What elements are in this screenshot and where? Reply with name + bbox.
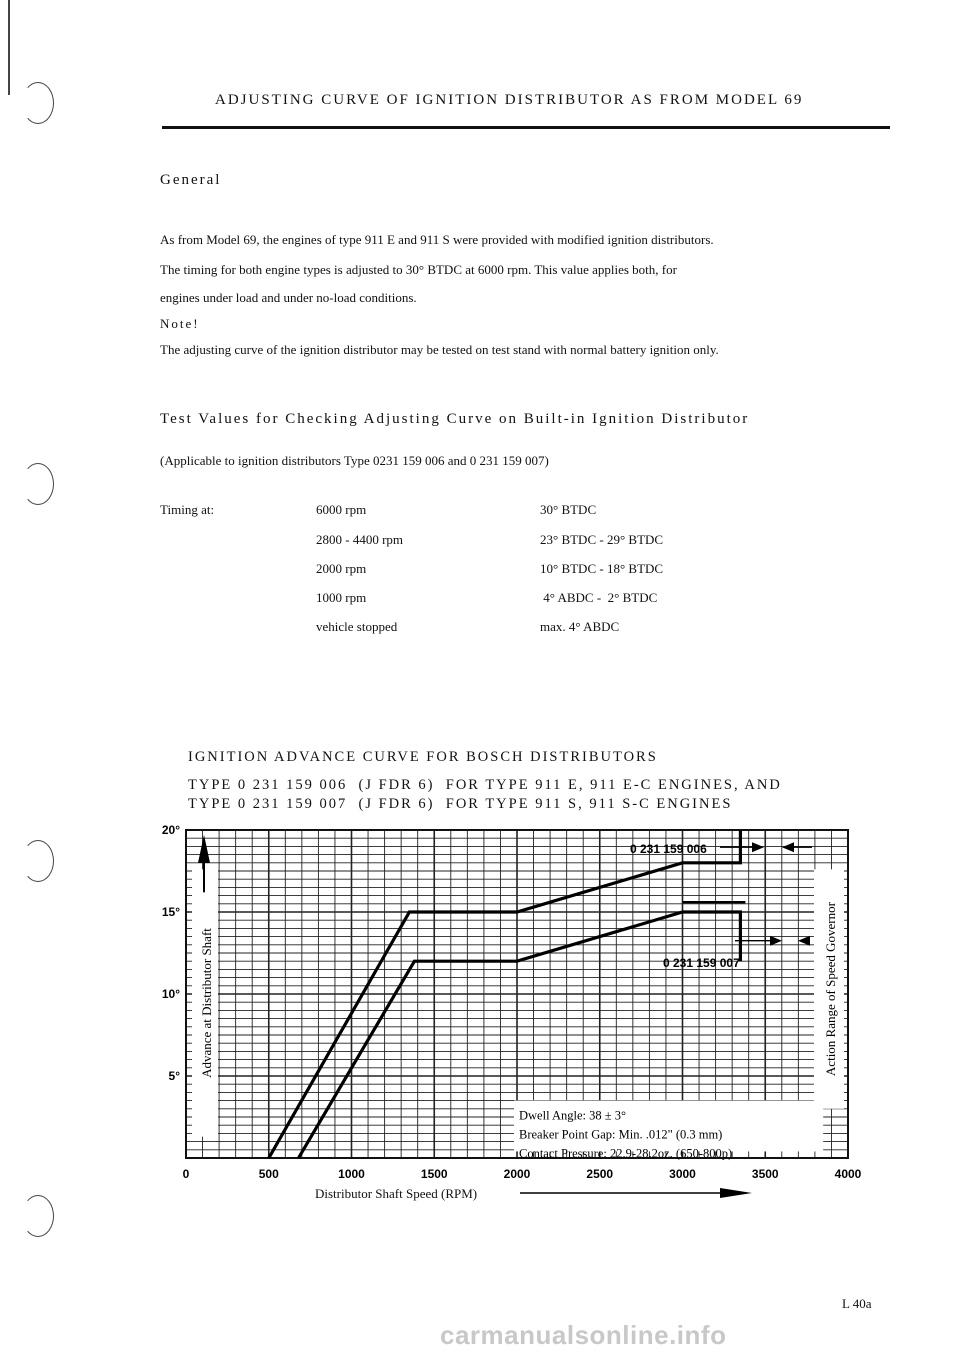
timing-speed: 6000 rpm <box>316 502 367 517</box>
timing-speed: vehicle stopped <box>316 619 398 634</box>
arrowhead-006-left <box>782 842 794 852</box>
x-tick-label: 1000 <box>338 1167 365 1181</box>
x-tick-label: 2500 <box>586 1167 614 1181</box>
chart-caption-line-3: TYPE 0 231 159 007 (J FDR 6) FOR TYPE 911 S, 911 S-C ENGINES <box>188 796 733 812</box>
x-tick-label: 3500 <box>751 1167 779 1181</box>
info-box-line: Dwell Angle: 38 ± 3° <box>519 1108 626 1123</box>
applicable-note: (Applicable to ignition distributors Type 0231 159 006 and 0 231 159 007) <box>160 453 549 468</box>
y-axis-title: Advance at Distributor Shaft <box>199 928 214 1078</box>
timing-speed: 2800 - 4400 rpm <box>316 532 404 547</box>
document-title: ADJUSTING CURVE OF IGNITION DISTRIBUTOR AS FROM MODEL 69 <box>215 92 804 108</box>
x-tick-label: 2000 <box>503 1167 531 1181</box>
x-tick-label: 4000 <box>834 1167 862 1181</box>
x-tick-label: 500 <box>258 1167 279 1181</box>
x-axis-title: Distributor Shaft Speed (RPM) <box>315 1186 478 1201</box>
timing-value: 4° ABDC - 2° BTDC <box>540 590 658 605</box>
timing-value: 23° BTDC - 29° BTDC <box>540 532 664 547</box>
arrowhead-007-right <box>770 936 782 946</box>
timing-speed: 2000 rpm <box>316 561 367 576</box>
arrowhead-007-left <box>798 936 810 946</box>
timing-value: 10° BTDC - 18° BTDC <box>540 561 664 576</box>
series-label-006: 0 231 159 006 <box>630 842 707 857</box>
general-line-2: The timing for both engine types is adjusted to 30° BTDC at 6000 rpm. This value applies both, for <box>160 262 677 277</box>
test-values-heading: Test Values for Checking Adjusting Curve on Built-in Ignition Distributor <box>160 411 750 427</box>
y-tick-label: 15° <box>161 905 180 919</box>
x-tick-label: 0 <box>182 1167 190 1181</box>
info-box-line: Contact Pressure: 22.9-28.2oz. (650-800p) <box>519 1146 733 1161</box>
general-line-1: As from Model 69, the engines of type 911 E and 911 S were provided with modified ignition distributors. <box>160 232 714 247</box>
timing-speed: 1000 rpm <box>316 590 367 605</box>
timing-label: Timing at: <box>160 502 215 517</box>
timing-value: max. 4° ABDC <box>540 619 620 634</box>
x-axis-arrowhead <box>720 1188 752 1198</box>
series-label-007: 0 231 159 007 <box>663 955 740 970</box>
note-label: Note! <box>160 316 200 331</box>
general-line-3: engines under load and under no-load conditions. <box>160 290 417 305</box>
info-box-line: Breaker Point Gap: Min. .012" (0.3 mm) <box>519 1127 723 1142</box>
chart-caption-line-2: TYPE 0 231 159 006 (J FDR 6) FOR TYPE 911 E, 911 E-C ENGINES, AND <box>188 777 782 793</box>
right-axis-title: Action Range of Speed Governor <box>823 902 838 1077</box>
arrowhead-006-right <box>752 842 764 852</box>
y-tick-label: 20° <box>161 823 180 837</box>
x-tick-label: 3000 <box>669 1167 696 1181</box>
timing-value: 30° BTDC <box>540 502 597 517</box>
watermark: carmanualsonline.info <box>440 1320 727 1350</box>
chart-caption-line-1: IGNITION ADVANCE CURVE FOR BOSCH DISTRIBUTORS <box>188 749 658 765</box>
y-axis-arrowhead <box>198 835 210 863</box>
y-tick-label: 5° <box>168 1069 180 1083</box>
general-heading: General <box>160 172 222 188</box>
x-tick-label: 1500 <box>420 1167 448 1181</box>
y-tick-label: 10° <box>161 987 180 1001</box>
page-number: L 40a <box>842 1296 872 1311</box>
note-text: The adjusting curve of the ignition distributor may be tested on test stand with normal battery ignition only. <box>160 342 719 357</box>
